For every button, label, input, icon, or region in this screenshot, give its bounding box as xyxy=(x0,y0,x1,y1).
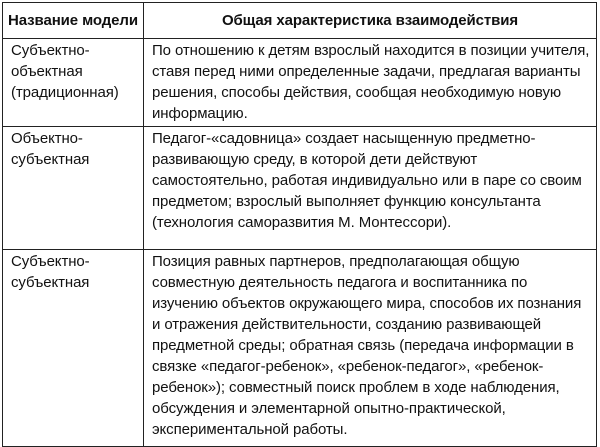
table-row xyxy=(3,39,597,127)
header-model-name: Название модели xyxy=(3,3,144,39)
model-description-cell: Педагог-«садовница» создает насыщенную предметно-развивающую среду, в которой дети действуют самостоятельно, работая индивидуально или в паре со своим предметом; взрослый выполняет функцию консультанта (технология саморазвития М. Монтессори). xyxy=(144,127,597,250)
model-name-cell: Объектно-субъектная xyxy=(3,127,144,250)
model-description-cell: Позиция равных партнеров, предполагающая общую совместную деятельность педагога и воспитанника по изучению объектов окружающего мира, способов их познания и отражения действительности, созданию развивающей предметной среды; обратная связь (передача информации в связке «педагог-ребенок», «ребенок-педагог», «ребенок-ребенок»); совместный поиск проблем в ходе наблюдения, обсуждения и элементарной опытно-практической, экспериментальной работы. xyxy=(144,250,597,447)
header-characteristic: Общая характеристика взаимодействия xyxy=(144,3,597,39)
table-row xyxy=(3,127,597,250)
interaction-models-table xyxy=(2,2,597,447)
table-header-row xyxy=(3,3,597,39)
model-name-cell: Субъектно-субъектная xyxy=(3,250,144,447)
model-description-cell: По отношению к детям взрослый находится в позиции учителя, ставя перед ними определенные задачи, предлагая варианты решения, способы действия, сообщая необходимую новую информацию. xyxy=(144,39,597,127)
model-name-cell: Субъектно-объектная (традиционная) xyxy=(3,39,144,127)
table-row xyxy=(3,250,597,447)
